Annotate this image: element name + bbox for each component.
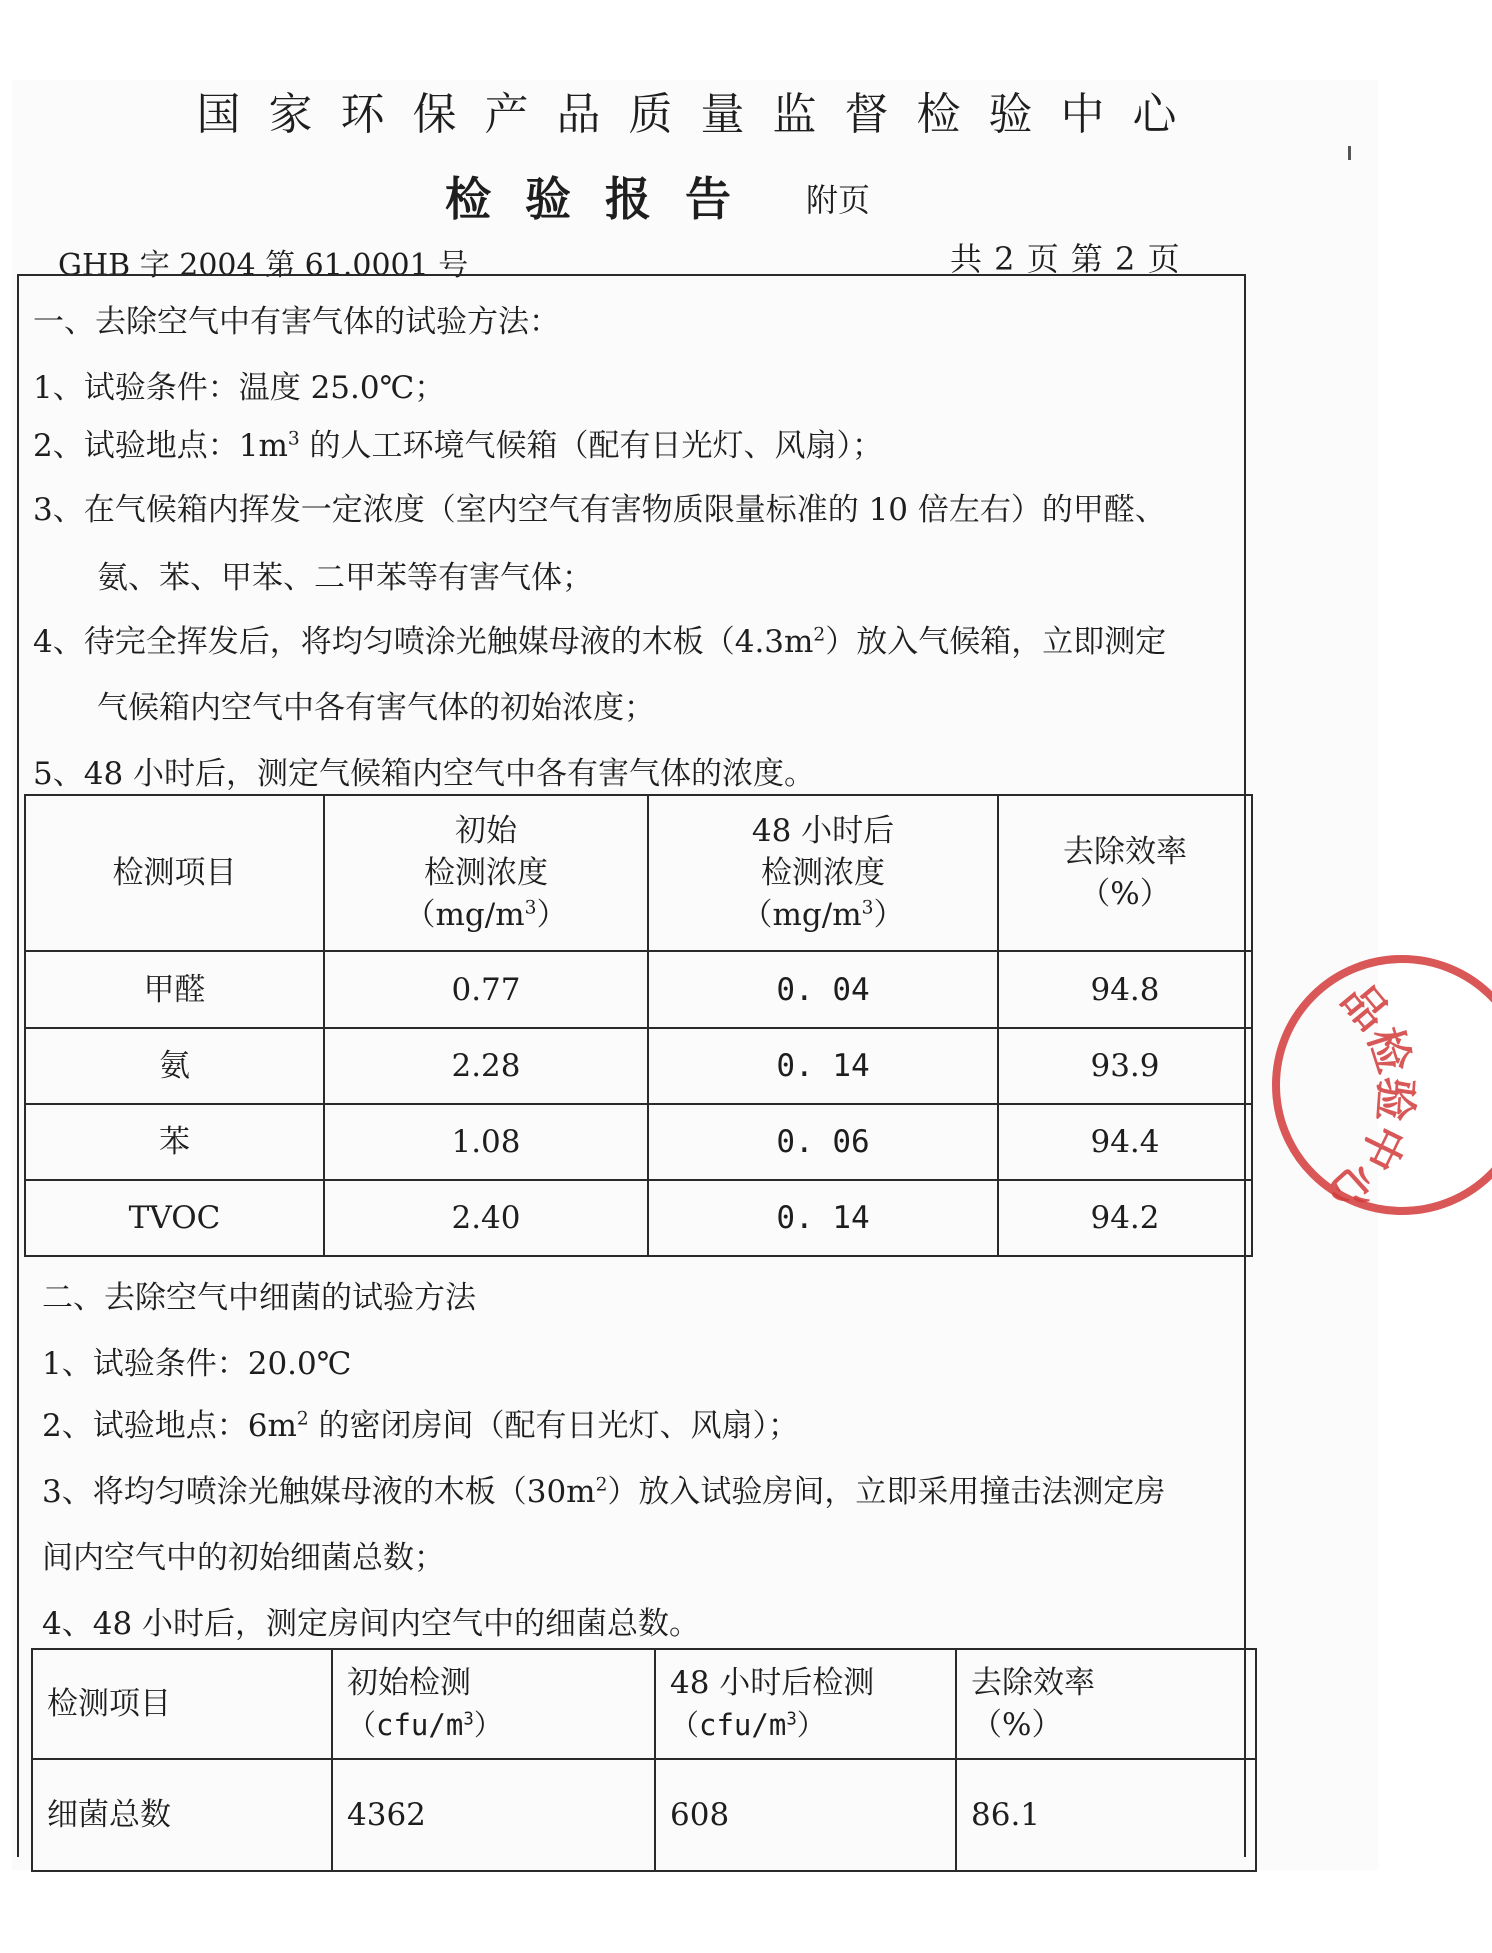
section1-item5: 5、48 小时后，测定气候箱内空气中各有害气体的浓度。 xyxy=(33,756,816,792)
table2-header-eff-l1: 去除效率 xyxy=(971,1665,1095,1701)
section1-item2-post: 的人工环境气候箱（配有日光灯、风扇）； xyxy=(299,428,884,464)
table2-header-efficiency xyxy=(956,1649,1256,1759)
row-efficiency: 86.1 xyxy=(956,1759,1256,1871)
table1-header-eff-l1: 去除效率 xyxy=(1063,834,1187,870)
unit-pre: （cfu/m xyxy=(347,1708,464,1742)
table-row xyxy=(32,1759,1256,1871)
row-efficiency: 94.2 xyxy=(998,1180,1252,1256)
table1-header-initial-l2: 检测浓度 xyxy=(424,855,548,891)
unit-pre: （mg/m xyxy=(741,897,862,933)
report-subtitle: 附页 xyxy=(806,181,871,219)
unit-sup: 3 xyxy=(786,1709,797,1730)
gas-results-table xyxy=(24,794,1253,1257)
table1-header-eff-l2: （%） xyxy=(1079,876,1171,912)
table1-header-initial-l1: 初始 xyxy=(455,813,517,849)
section1-item1: 1、试验条件：温度 25.0℃； xyxy=(33,370,446,406)
section1-item4-pre: 4、待完全挥发后，将均匀喷涂光触媒母液的木板（4.3m xyxy=(33,624,814,660)
section1-item4-sup: 2 xyxy=(813,624,826,646)
section1-item4-line2: 气候箱内空气中各有害气体的初始浓度； xyxy=(97,690,655,726)
section2-item4: 4、48 小时后，测定房间内空气中的细菌总数。 xyxy=(42,1606,701,1642)
inspection-seal-stamp xyxy=(1262,950,1492,1220)
table2-header-row xyxy=(32,1649,1256,1759)
table1-header-after-l2: 检测浓度 xyxy=(761,855,885,891)
section1-item2-pre: 2、试验地点：1m xyxy=(33,428,288,464)
table2-header-after xyxy=(655,1649,956,1759)
unit-post: ） xyxy=(473,1708,503,1742)
table2-header-eff-l2: （%） xyxy=(971,1707,1063,1743)
section1-item4 xyxy=(33,616,1166,661)
row-after: 0. 14 xyxy=(648,1180,998,1256)
row-initial: 4362 xyxy=(332,1759,655,1871)
row-efficiency: 94.4 xyxy=(998,1104,1252,1180)
section2-item2-post: 的密闭房间（配有日光灯、风扇）； xyxy=(308,1408,800,1444)
section2-heading: 二、去除空气中细菌的试验方法 xyxy=(42,1280,476,1316)
unit-post: ） xyxy=(873,897,905,933)
row-efficiency: 93.9 xyxy=(998,1028,1252,1104)
row-after: 608 xyxy=(655,1759,956,1871)
table1-header-item: 检测项目 xyxy=(25,795,324,951)
table-row xyxy=(25,951,1252,1028)
table-row xyxy=(25,1104,1252,1180)
table2-header-initial xyxy=(332,1649,655,1759)
row-item: TVOC xyxy=(25,1180,324,1256)
row-initial: 1.08 xyxy=(324,1104,648,1180)
table1-header-initial xyxy=(324,795,648,951)
table-row xyxy=(25,1180,1252,1256)
row-after: 0. 06 xyxy=(648,1104,998,1180)
org-title: 国家环保产品质量监督检验中心 xyxy=(196,89,1205,140)
row-initial: 2.28 xyxy=(324,1028,648,1104)
section1-item2 xyxy=(33,420,883,465)
report-number: GHB 字 2004 第 61.0001 号 xyxy=(58,248,469,283)
row-item: 甲醛 xyxy=(25,951,324,1028)
row-efficiency: 94.8 xyxy=(998,951,1252,1028)
section2-item3-line2: 间内空气中的初始细菌总数； xyxy=(42,1540,445,1576)
table2-header-initial-l1: 初始检测 xyxy=(347,1665,471,1701)
section2-item3-pre: 3、将均匀喷涂光触媒母液的木板（30m xyxy=(42,1474,596,1510)
row-item: 苯 xyxy=(25,1104,324,1180)
section1-heading: 一、去除空气中有害气体的试验方法： xyxy=(33,304,560,340)
unit-sup: 3 xyxy=(524,897,537,919)
row-item: 细菌总数 xyxy=(32,1759,332,1871)
section1-item3-line2: 氨、苯、甲苯、二甲苯等有害气体； xyxy=(97,560,593,596)
row-initial: 2.40 xyxy=(324,1180,648,1256)
table2-header-item: 检测项目 xyxy=(32,1649,332,1759)
edge-mark xyxy=(1348,146,1351,160)
unit-post: ） xyxy=(796,1708,826,1742)
section2-item3-sup: 2 xyxy=(595,1474,608,1496)
page-count: 共 2 页 第 2 页 xyxy=(950,240,1181,278)
unit-post: ） xyxy=(536,897,568,933)
section2-item2-sup: 2 xyxy=(296,1408,309,1430)
table1-header-after xyxy=(648,795,998,951)
table2-header-initial-unit xyxy=(347,1704,654,1746)
table1-header-after-unit xyxy=(649,894,997,936)
row-initial: 0.77 xyxy=(324,951,648,1028)
table1-header-after-l1: 48 小时后 xyxy=(751,813,895,849)
seal-text xyxy=(1317,974,1421,1220)
table1-header-initial-unit xyxy=(325,894,647,936)
unit-sup: 3 xyxy=(861,897,874,919)
table1-header-efficiency xyxy=(998,795,1252,951)
section2-item3-post: ）放入试验房间，立即采用撞击法测定房 xyxy=(607,1474,1166,1510)
section2-item2-pre: 2、试验地点：6m xyxy=(42,1408,297,1444)
row-after: 0. 14 xyxy=(648,1028,998,1104)
section1-item3-line1: 3、在气候箱内挥发一定浓度（室内空气有害物质限量标准的 10 倍左右）的甲醛、 xyxy=(33,492,1166,528)
section2-item1: 1、试验条件：20.0℃ xyxy=(42,1346,352,1382)
table2-header-after-unit xyxy=(670,1704,955,1746)
row-after: 0. 04 xyxy=(648,951,998,1028)
bacteria-results-table xyxy=(31,1648,1257,1872)
unit-pre: （cfu/m xyxy=(670,1708,787,1742)
table-row xyxy=(25,1028,1252,1104)
section2-item2 xyxy=(42,1400,799,1445)
unit-pre: （mg/m xyxy=(404,897,525,933)
report-title: 检验报告 xyxy=(445,172,765,226)
table2-header-after-l1: 48 小时后检测 xyxy=(670,1665,875,1701)
row-item: 氨 xyxy=(25,1028,324,1104)
section1-item2-sup: 3 xyxy=(287,428,300,450)
unit-sup: 3 xyxy=(463,1709,474,1730)
section1-item4-post: ）放入气候箱，立即测定 xyxy=(825,624,1167,660)
seal-text-path: 品检验中心 xyxy=(1318,973,1422,1220)
table1-header-row xyxy=(25,795,1252,951)
section2-item3 xyxy=(42,1466,1165,1511)
